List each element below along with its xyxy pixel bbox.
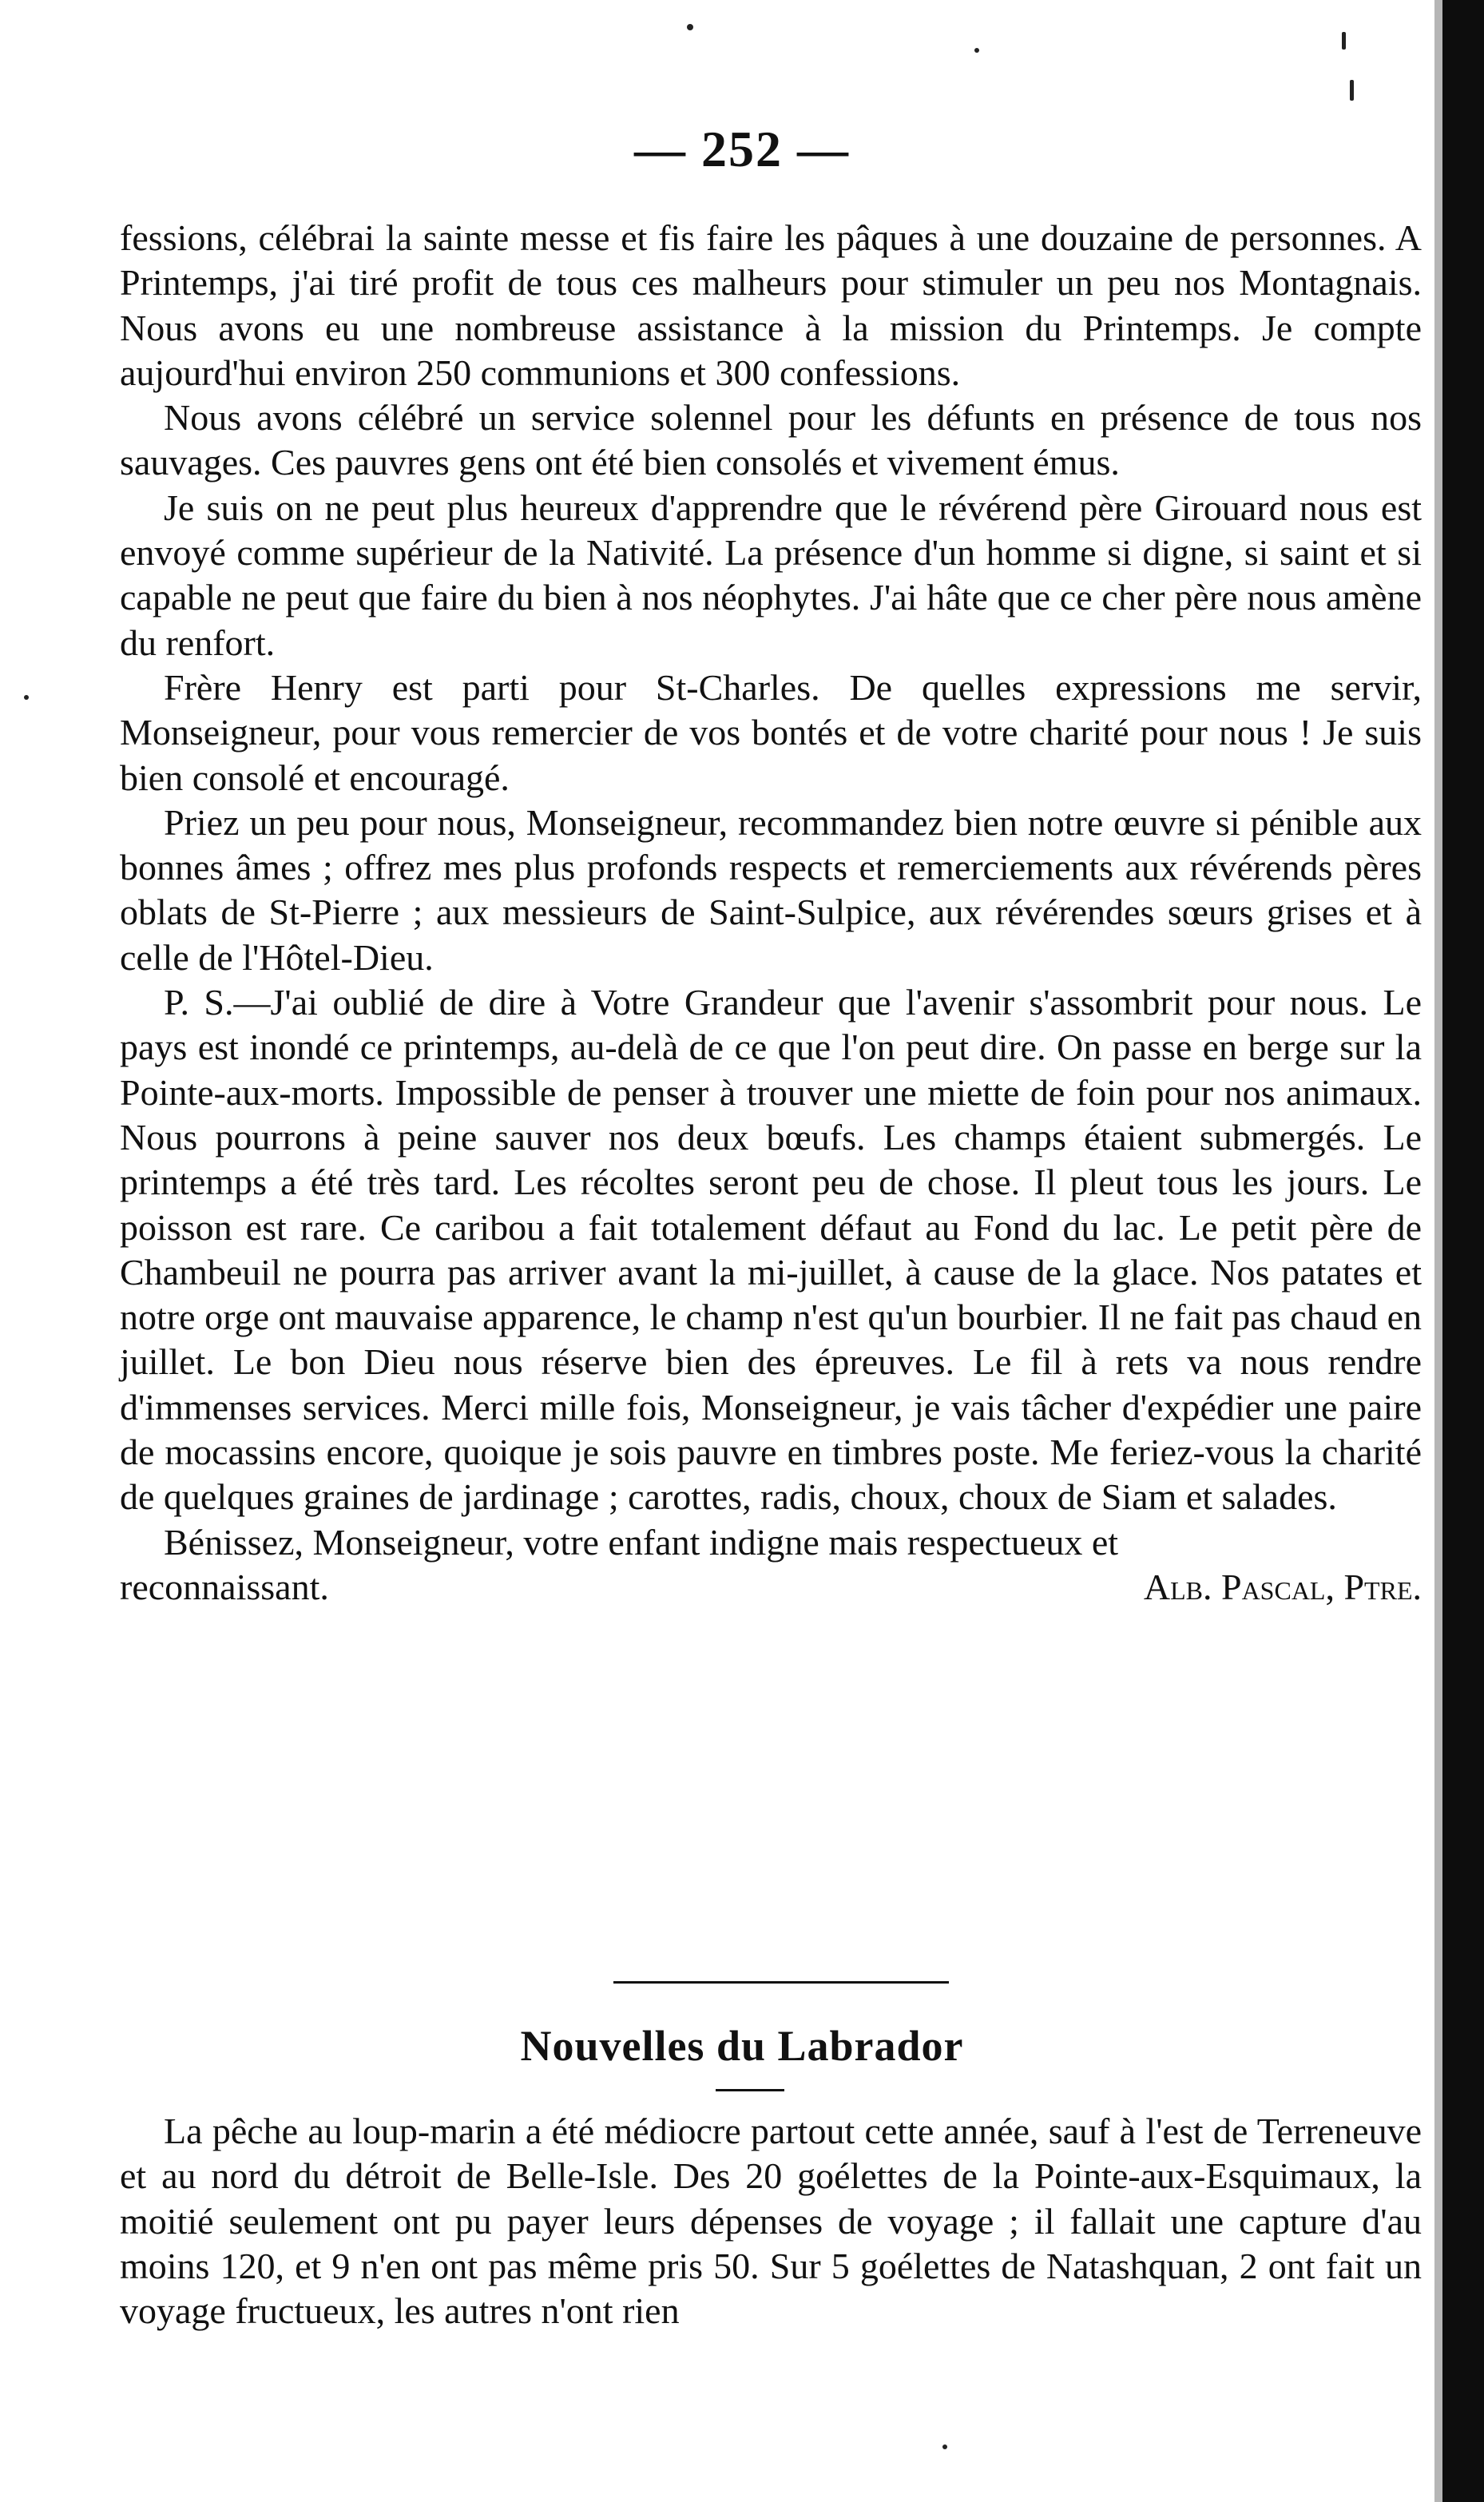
section-heading: Nouvelles du Labrador bbox=[520, 2022, 964, 2070]
section-divider bbox=[613, 1981, 949, 1984]
letter-paragraph: Priez un peu pour nous, Monseigneur, recommandez bien notre œuvre si pénible aux bonnes âmes ; offrez mes plus profonds respects et remerciements aux révérends pères oblats de St-Pierre ; aux messieurs de Saint-Sulpice, aux révérendes sœurs grises et à celle de l'Hôtel-Dieu. bbox=[120, 801, 1422, 978]
section-body bbox=[120, 2109, 1422, 2333]
signature: Alb. Pascal, Ptre. bbox=[1143, 1566, 1422, 1607]
heading-rule bbox=[716, 2089, 784, 2091]
section-paragraph: La pêche au loup-marin a été médiocre partout cette année, sauf à l'est de Terreneuve et au nord du détroit de Belle-Isle. Des 20 goélettes de la Pointe-aux-Esquimaux, la moitié seulement ont pu payer leurs dépenses de voyage ; il fallait une capture d'au moins 120, et 9 n'en ont pas même pris 50. Sur 5 goélettes de Natashquan, 2 ont fait un voyage fructueux, les autres n'ont rien bbox=[120, 2111, 1422, 2332]
closing-word: reconnaissant. bbox=[120, 1566, 329, 1607]
letter-paragraph: Bénissez, Monseigneur, votre enfant indigne mais respectueux et bbox=[164, 1521, 1119, 1563]
letter-paragraph: Je suis on ne peut plus heureux d'apprendre que le révérend père Girouard nous est envoyé comme supérieur de la Nativité. La présence d'un homme si digne, si saint et si capable ne peut que faire du bien à nos néophytes. J'ai hâte que ce cher père nous amène du renfort. bbox=[120, 486, 1422, 663]
scan-speck bbox=[687, 24, 693, 30]
page-number: — 252 — bbox=[634, 121, 850, 177]
letter-paragraph: Frère Henry est parti pour St-Charles. De quelles expressions me servir, Monseigneur, pour vous remercier de vos bontés et de votre charité pour nous ! Je suis bien consolé et encouragé. bbox=[120, 666, 1422, 798]
letter-paragraph: Nous avons célébré un service solennel pour les défunts en présence de tous nos sauvages. Ces pauvres gens ont été bien consolés et vivement émus. bbox=[120, 397, 1422, 483]
letter-paragraph: P. S.—J'ai oublié de dire à Votre Grandeur que l'avenir s'assombrit pour nous. Le pays est inondé ce printemps, au-delà de ce que l'on peut dire. On passe en berge sur la Pointe-aux-morts. Impossible de penser à trouver une miette de foin pour nos animaux. Nous pourrons à peine sauver nos deux bœufs. Les champs étaient submergés. Le printemps a été très tard. Les récoltes seront peu de chose. Il pleut tous les jours. Le poisson est rare. Ce caribou a fait totalement défaut au Fond du lac. Le petit père de Chambeuil ne pourra pas arriver avant la mi-juillet, à cause de la glace. Nos patates et notre orge ont mauvaise apparence, le champ n'est qu'un bourbier. Il ne fait pas chaud en juillet. Le bon Dieu nous réserve bien des épreuves. Le fil à rets va nous rendre d'immenses services. Merci mille fois, Monseigneur, je vais tâcher d'expédier une paire de mocassins encore, quoique je sois pauvre en timbres poste. Me feriez-vous la charité de quelques graines de jardinage ; carottes, radis, choux, choux de Siam et salades. bbox=[120, 982, 1422, 1518]
scan-speck bbox=[942, 2444, 947, 2449]
binding-shadow bbox=[1434, 0, 1442, 2502]
letter-body bbox=[120, 216, 1422, 1610]
binding-edge bbox=[1442, 0, 1484, 2502]
letter-paragraph: fessions, célébrai la sainte messe et fis faire les pâques à une douzaine de personnes. A Printemps, j'ai tiré profit de tous ces malheurs pour stimuler un peu nos Montagnais. Nous avons eu une nombreuse assistance à la mission du Printemps. Je compte aujourd'hui environ 250 communions et 300 confessions. bbox=[120, 217, 1422, 393]
scan-speck bbox=[1350, 80, 1354, 101]
scan-speck bbox=[1342, 32, 1346, 50]
signature-line bbox=[120, 1565, 1422, 1610]
scan-speck bbox=[24, 695, 29, 700]
scan-speck bbox=[974, 48, 979, 53]
